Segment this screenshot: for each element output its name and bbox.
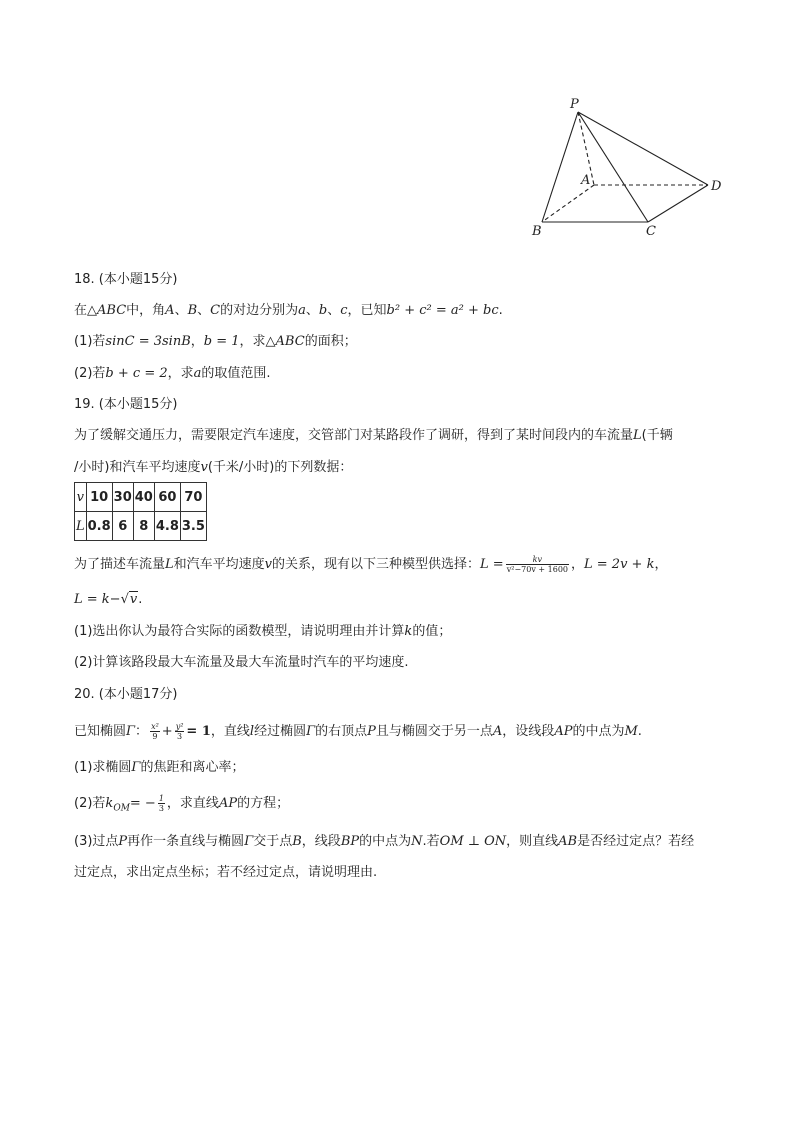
label-B: B (532, 224, 542, 239)
table-cell: 6 (112, 512, 133, 541)
table-cell: 70 (180, 483, 206, 512)
table-cell: 0.8 (86, 512, 112, 541)
table-cell: 60 (154, 483, 180, 512)
edge-PC (578, 112, 648, 222)
q19-line2: /小时)和汽车平均速度v(千米/小时)的下列数据： (74, 460, 353, 475)
q20-header: 20. (本小题17分) (74, 687, 178, 702)
q20-part1: (1)求椭圆Γ的焦距和离心率； (74, 760, 245, 775)
y-fraction: $\frac{\text{y²}}{3}$ (175, 722, 184, 741)
table-cell: L (75, 512, 87, 541)
q19-line1: 为了缓解交通压力，需要限定汽车速度，交管部门对某路段作了调研，得到了某时间段内的车流量L(千辆 (74, 428, 673, 443)
model1-fraction: $\frac{kv}{\text{v²−70v + 1600}}$ (506, 555, 568, 574)
table-cell: 10 (86, 483, 112, 512)
table-cell: v (75, 483, 87, 512)
pyramid-figure (520, 90, 740, 240)
label-D: D (711, 179, 722, 194)
label-C: C (646, 224, 656, 239)
q18-part1: (1)若sinC = 3sinB，b = 1，求△ABC的面积； (74, 334, 357, 349)
q20-stem: 已知椭圆Γ： $\frac{\text{x²}}{9}$ + $\frac{\text{y²}}{3}$ = 1，直线l经过椭圆Γ的右顶点P且与椭圆交于另一点A，设线段AP的中点为M. (74, 722, 642, 741)
slope-fraction: $\frac{1}{3}$ (158, 794, 164, 813)
edge-PD (578, 112, 708, 185)
q19-models: 为了描述车流量L和汽车平均速度v的关系，现有以下三种模型供选择：L = $\frac{kv}{\text{v²−70v + 1600}}$ ，L = 2v + k， (74, 555, 668, 574)
table-cell: 30 (112, 483, 133, 512)
edge-PB (542, 112, 578, 222)
table-row (75, 483, 207, 512)
q18-part2: (2)若b + c = 2，求a的取值范围. (74, 366, 271, 381)
table-cell: 40 (133, 483, 154, 512)
q18-stem: 在△ABC中，角A、B、C的对边分别为a、b、c，已知b² + c² = a² + bc. (74, 303, 503, 318)
q19-header: 19. (本小题15分) (74, 397, 178, 412)
q19-model3: L = k−√v. (74, 592, 143, 607)
table-row (75, 512, 207, 541)
q19-part1: (1)选出你认为最符合实际的函数模型，请说明理由并计算k的值； (74, 624, 452, 639)
label-P: P (570, 97, 579, 112)
x-fraction: $\frac{\text{x²}}{9}$ (151, 722, 159, 741)
edge-AB-hidden (542, 185, 594, 222)
table-cell: 4.8 (154, 512, 180, 541)
q18-header: 18. (本小题15分) (74, 272, 178, 287)
q19-part2: (2)计算该路段最大车流量及最大车流量时汽车的平均速度. (74, 655, 409, 670)
q20-part3: (3)过点P再作一条直线与椭圆Γ交于点B，线段BP的中点为N.若OM ⊥ ON，则直线AB是否经过定点？若经 (74, 834, 695, 849)
table-cell: 3.5 (180, 512, 206, 541)
q18-equation: b² + c² = a² + bc (386, 303, 499, 318)
data-table (74, 482, 207, 541)
label-A: A (581, 173, 591, 188)
q20-part3-line2: 过定点，求出定点坐标；若不经过定点，请说明理由. (74, 865, 378, 880)
sqrt-expression: √v (120, 592, 138, 607)
table-cell: 8 (133, 512, 154, 541)
edge-CD (648, 185, 708, 222)
q20-part2: (2)若$k_{OM}=$ − $\frac{1}{3}$ ，求直线AP的方程； (74, 794, 290, 814)
